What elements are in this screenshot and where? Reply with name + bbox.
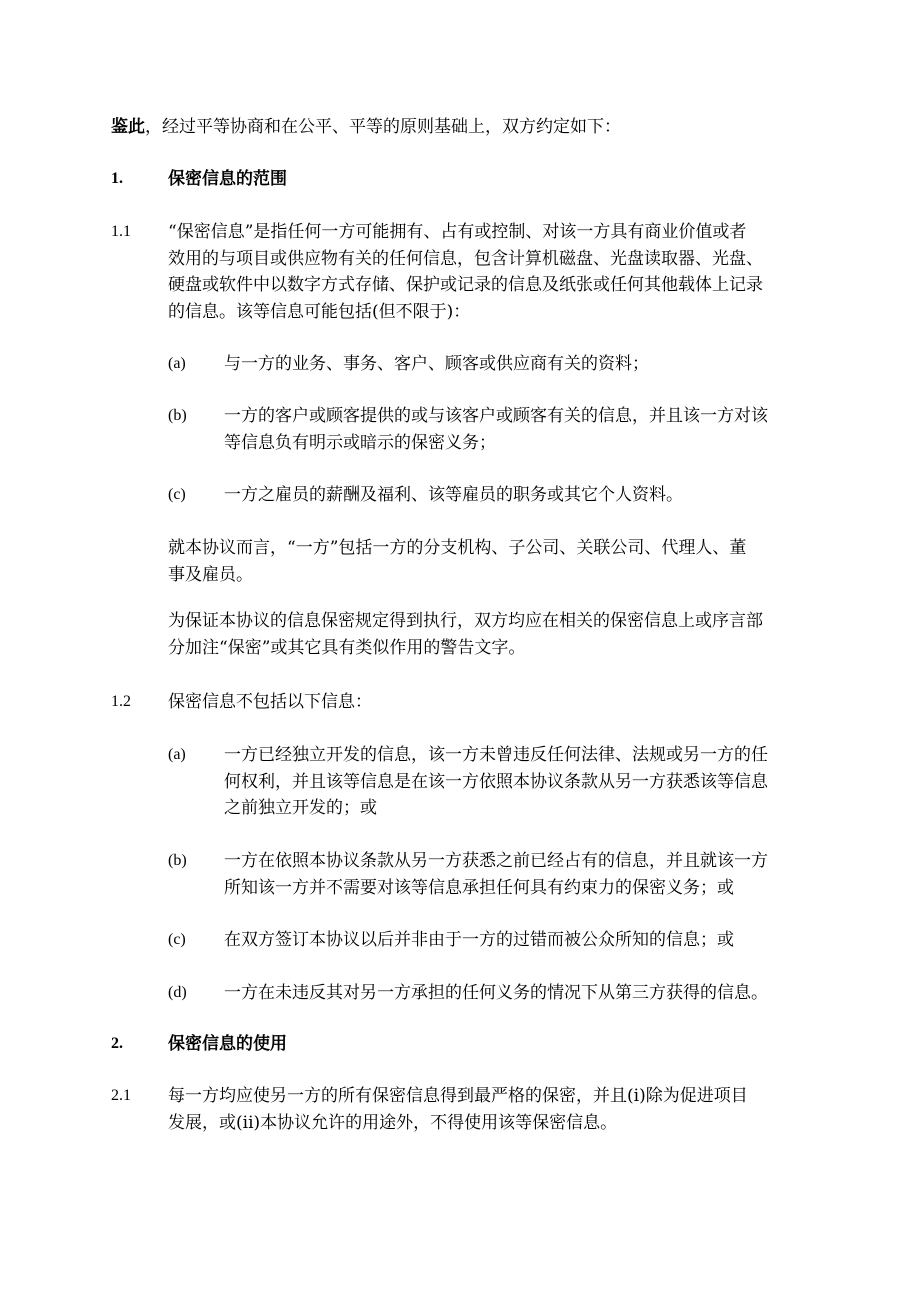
item-1-2-a-label: (a): [168, 746, 186, 763]
item-1-2-c-text: [224, 927, 734, 954]
item-line: 一方在依照本协议条款从另一方获悉之前已经占有的信息，并且就该一方: [224, 851, 768, 871]
item-line: 之前独立开发的；或: [224, 798, 377, 818]
item-1-1-b-text: [224, 403, 768, 456]
item-1-1-c-text: [224, 482, 683, 509]
item-line: 所知该一方并不需要对该等信息承担任何具有约束力的保密义务；或: [224, 877, 734, 898]
paragraph-line: 就本协议而言，“一方”包括一方的分支机构、子公司、关联公司、代理人、董: [168, 538, 747, 558]
clause-1-1-paragraph-marking: [168, 608, 763, 661]
item-line: 一方已经独立开发的信息，该一方未曾违反任何法律、法规或另一方的任: [224, 745, 768, 765]
item-line: 何权利，并且该等信息是在该一方依照本协议条款从另一方获悉该等信息: [224, 771, 768, 792]
clause-1-1-line: 的信息。该等信息可能包括(但不限于)：: [168, 301, 471, 322]
clause-2-1-text: [168, 1083, 748, 1136]
clause-line: 发展，或(ii)本协议允许的用途外，不得使用该等保密信息。: [168, 1112, 618, 1133]
item-1-2-d-text: [224, 980, 768, 1007]
clause-2-1-number: 2.1: [111, 1087, 131, 1104]
section-2-number: 2.: [111, 1035, 123, 1052]
item-1-1-a-label: (a): [168, 355, 186, 372]
item-line: 一方之雇员的薪酬及福利、该等雇员的职务或其它个人资料。: [224, 485, 683, 505]
item-1-1-a-text: [224, 351, 649, 378]
item-line: 与一方的业务、事务、客户、顾客或供应商有关的资料；: [224, 354, 649, 374]
section-1-number: 1.: [111, 170, 123, 187]
clause-1-1-paragraph-party: [168, 535, 746, 588]
clause-line: 每一方均应使另一方的所有保密信息得到最严格的保密，并且(i)除为促进项目: [168, 1086, 748, 1106]
clause-1-1-line: 效用的与项目或供应物有关的任何信息，包含计算机磁盘、光盘读取器、光盘、: [168, 248, 763, 269]
item-1-2-a-text: [224, 742, 768, 822]
paragraph-line: 为保证本协议的信息保密规定得到执行，双方均应在相关的保密信息上或序言部: [168, 611, 763, 631]
item-line: 等信息负有明示或暗示的保密义务；: [224, 432, 496, 453]
paragraph-line: 分加注“保密”或其它具有类似作用的警告文字。: [168, 637, 526, 658]
clause-1-2-number: 1.2: [111, 693, 131, 710]
paragraph-line: 事及雇员。: [168, 564, 253, 585]
item-1-1-c-label: (c): [168, 486, 186, 503]
section-1-title: 保密信息的范围: [168, 169, 287, 189]
item-1-2-b-label: (b): [168, 852, 187, 869]
intro-bold-term: 鉴此: [111, 117, 145, 137]
intro-paragraph: [111, 114, 621, 140]
clause-1-1-number: 1.1: [111, 223, 131, 240]
item-1-2-b-text: [224, 848, 768, 901]
section-2-title: 保密信息的使用: [168, 1034, 287, 1054]
clause-1-1-line: 硬盘或软件中以数字方式存储、保护或记录的信息及纸张或任何其他载体上记录: [168, 275, 763, 295]
intro-text: ，经过平等协商和在公平、平等的原则基础上，双方约定如下：: [145, 117, 621, 137]
clause-1-2-text: 保密信息不包括以下信息：: [168, 692, 372, 712]
item-line: 一方在未违反其对另一方承担的任何义务的情况下从第三方获得的信息。: [224, 983, 768, 1003]
item-1-1-b-label: (b): [168, 407, 187, 424]
clause-1-1-text: [168, 219, 763, 325]
item-1-2-c-label: (c): [168, 931, 186, 948]
item-1-2-d-label: (d): [168, 984, 187, 1001]
item-line: 一方的客户或顾客提供的或与该客户或顾客有关的信息，并且该一方对该: [224, 406, 768, 426]
item-line: 在双方签订本协议以后并非由于一方的过错而被公众所知的信息；或: [224, 930, 734, 950]
clause-1-1-line: “保密信息”是指任何一方可能拥有、占有或控制、对该一方具有商业价值或者: [168, 222, 747, 242]
